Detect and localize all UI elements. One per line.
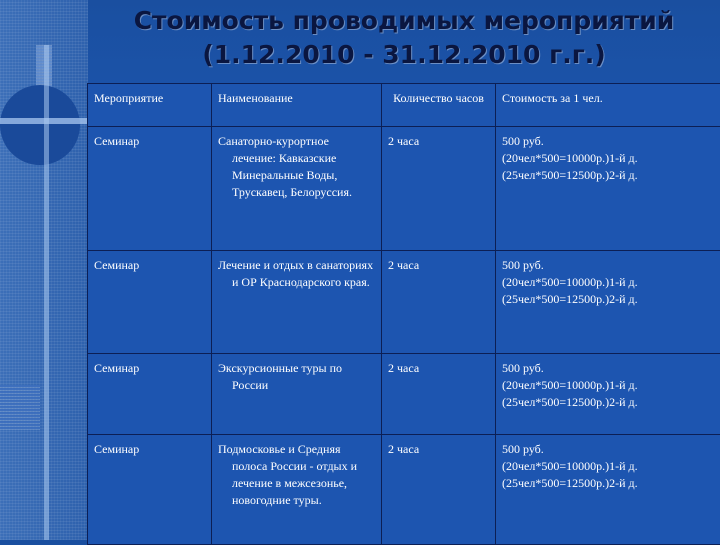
- cell-name-text: Санаторно-курортное лечение: Кавказские Минеральные Воды, Трускавец, Белоруссия.: [218, 133, 375, 201]
- cell-hours: 2 часа: [382, 435, 496, 545]
- cost-line: 500 руб.: [502, 441, 714, 458]
- table-row: [88, 127, 720, 251]
- header-event: Мероприятие: [88, 84, 212, 127]
- cell-hours: 2 часа: [382, 354, 496, 435]
- cost-line: (20чел*500=10000р.)1-й д.: [502, 150, 714, 167]
- cost-line: (20чел*500=10000р.)1-й д.: [502, 274, 714, 291]
- title-line-2: (1.12.2010 - 31.12.2010 г.г.): [88, 38, 720, 72]
- cell-event: Семинар: [88, 354, 212, 435]
- cell-event: Семинар: [88, 251, 212, 354]
- slide-title: [88, 4, 720, 72]
- cost-line: (20чел*500=10000р.)1-й д.: [502, 458, 714, 475]
- cost-line: 500 руб.: [502, 360, 714, 377]
- cell-cost: [496, 354, 720, 435]
- cell-name: [212, 127, 382, 251]
- cell-cost: [496, 127, 720, 251]
- cost-line: (25чел*500=12500р.)2-й д.: [502, 291, 714, 308]
- cell-event: Семинар: [88, 127, 212, 251]
- decorative-circle: [0, 85, 80, 165]
- cost-line: (25чел*500=12500р.)2-й д.: [502, 475, 714, 492]
- cell-name: [212, 435, 382, 545]
- cost-line: (25чел*500=12500р.)2-й д.: [502, 394, 714, 411]
- cell-event: Семинар: [88, 435, 212, 545]
- header-hours: Количество часов: [382, 84, 496, 127]
- cost-line: 500 руб.: [502, 133, 714, 150]
- title-line-1: Стоимость проводимых мероприятий: [88, 4, 720, 38]
- header-cost: Стоимость за 1 чел.: [496, 84, 720, 127]
- cost-table: [87, 83, 720, 545]
- cost-line: (20чел*500=10000р.)1-й д.: [502, 377, 714, 394]
- cell-name: [212, 251, 382, 354]
- cell-name-text: Лечение и отдых в санаториях и ОР Краснодарского края.: [218, 257, 375, 291]
- cell-cost: [496, 251, 720, 354]
- decorative-block: [0, 385, 40, 430]
- table-header-row: [88, 84, 720, 127]
- cell-cost: [496, 435, 720, 545]
- cell-name-text: Подмосковье и Средняя полоса России - отдых и лечение в межсезонье, новогодние туры.: [218, 441, 375, 509]
- header-name: Наименование: [212, 84, 382, 127]
- cell-name: [212, 354, 382, 435]
- cost-line: (25чел*500=12500р.)2-й д.: [502, 167, 714, 184]
- table-row: [88, 435, 720, 545]
- table-row: [88, 251, 720, 354]
- cell-hours: 2 часа: [382, 127, 496, 251]
- table-row: [88, 354, 720, 435]
- cost-line: 500 руб.: [502, 257, 714, 274]
- cell-name-text: Экскурсионные туры по России: [218, 360, 375, 394]
- cell-hours: 2 часа: [382, 251, 496, 354]
